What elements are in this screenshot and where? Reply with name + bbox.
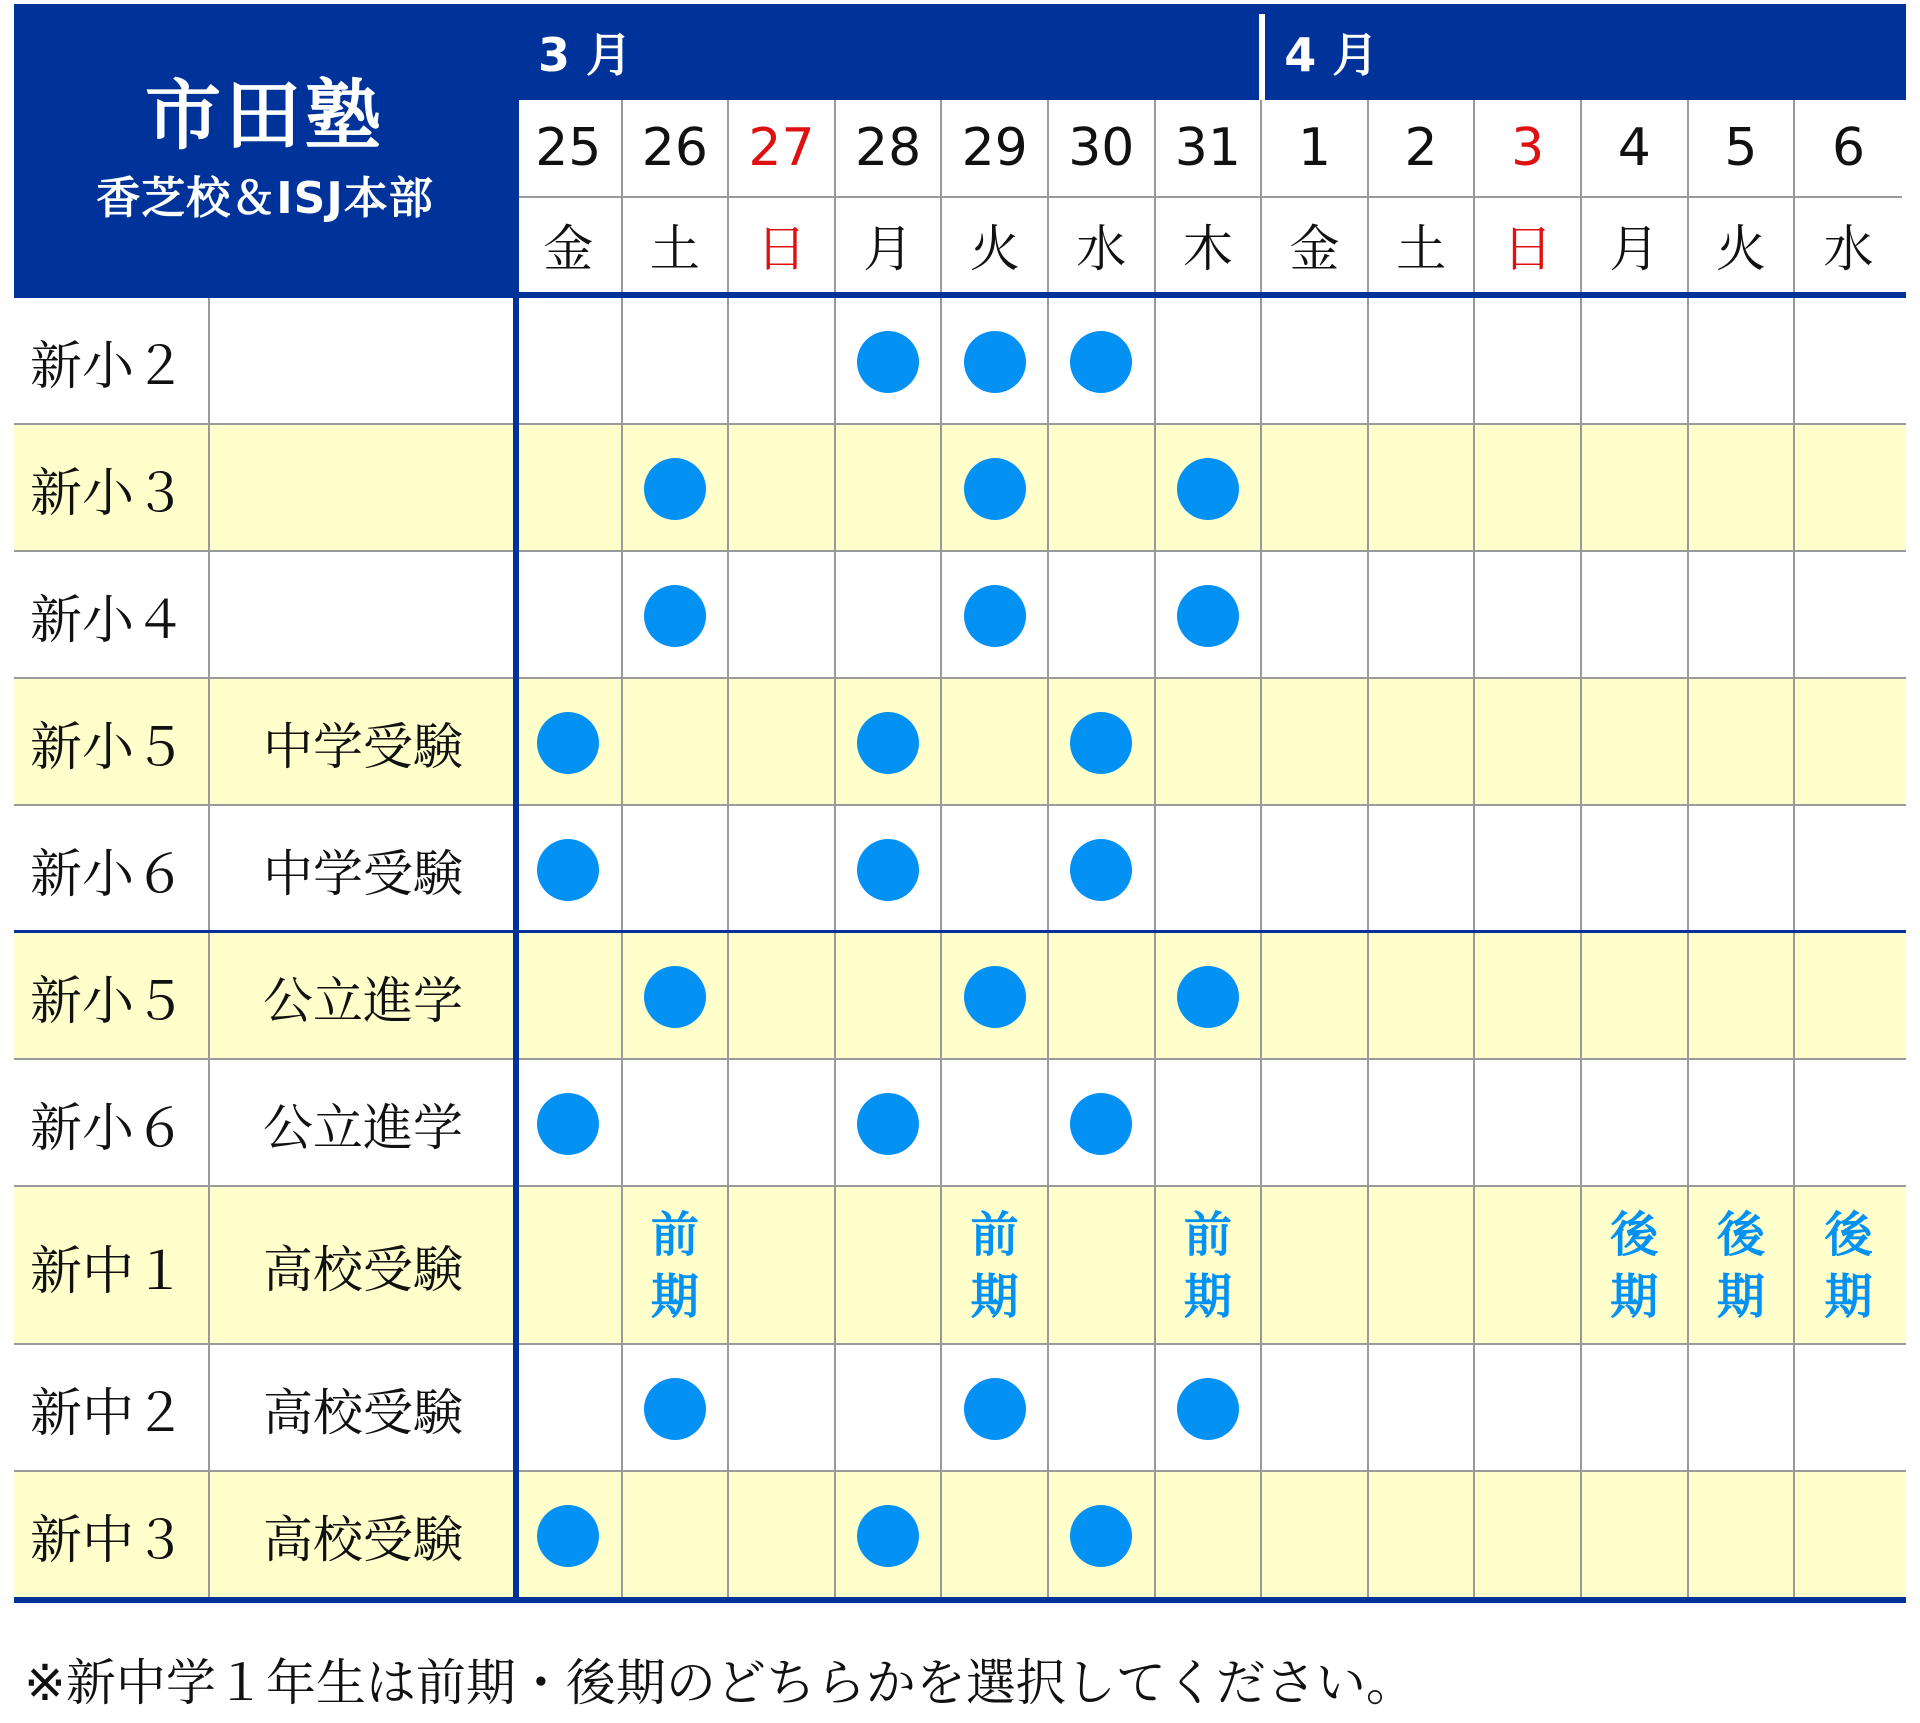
day-cell: [1795, 806, 1902, 933]
day-cell: [1689, 1472, 1796, 1599]
date-cell: 27: [729, 100, 836, 198]
day-cell: [1049, 552, 1156, 679]
class-day-dot: [1177, 585, 1239, 647]
day-cell: [623, 1060, 730, 1187]
class-day-dot: [1177, 966, 1239, 1028]
term-label: 後期: [1716, 1207, 1765, 1325]
day-cell: [942, 933, 1049, 1060]
day-cell: [1689, 298, 1796, 425]
course-label: 高校受験: [263, 1383, 463, 1442]
class-day-dot: [644, 458, 706, 520]
day-cell: [1582, 1187, 1689, 1345]
day-cell: [942, 679, 1049, 806]
day-cell: [729, 806, 836, 933]
class-day-dot: [964, 966, 1026, 1028]
day-cell: [623, 1472, 730, 1599]
weekday-cell: 月: [836, 198, 943, 292]
day-cell: [836, 933, 943, 1060]
day-cell: [1156, 425, 1263, 552]
day-cell: [516, 298, 623, 425]
grade-label: 新中２: [14, 1345, 210, 1472]
class-day-dot: [857, 1505, 919, 1567]
day-cell: [942, 1472, 1049, 1599]
day-cell: [516, 552, 623, 679]
day-cell: [1689, 552, 1796, 679]
class-day-dot: [1070, 712, 1132, 774]
day-cell: [729, 298, 836, 425]
day-cell: [1049, 1345, 1156, 1472]
day-cell: [1795, 1345, 1902, 1472]
day-cell: [1475, 933, 1582, 1060]
day-cell: [1689, 1060, 1796, 1187]
day-cell: [516, 679, 623, 806]
term-label: 前期: [650, 1207, 699, 1325]
course-label: 公立進学: [263, 971, 463, 1030]
date-cell: 6: [1795, 100, 1902, 198]
day-cell: [1582, 1472, 1689, 1599]
date-cell: 26: [623, 100, 730, 198]
weekday-cell: 土: [1369, 198, 1476, 292]
bottom-rule: [14, 1597, 1906, 1603]
day-cell: [836, 425, 943, 552]
day-cell: [516, 806, 623, 933]
school-name: 市田塾: [145, 70, 385, 160]
day-cell: [1582, 1060, 1689, 1187]
day-cell: [1795, 679, 1902, 806]
term-label: 後期: [1610, 1207, 1659, 1325]
day-cell: [1156, 933, 1263, 1060]
day-cell: [1689, 933, 1796, 1060]
day-cell: [1582, 679, 1689, 806]
month-label: 4 月: [1284, 28, 1379, 82]
day-cell: [1795, 1060, 1902, 1187]
day-cell: [1369, 679, 1476, 806]
day-cell: [1156, 1472, 1263, 1599]
weekday-cell: 金: [1262, 198, 1369, 292]
day-cell: [942, 552, 1049, 679]
grade-label: 新小５: [14, 679, 210, 806]
day-cell: [729, 425, 836, 552]
day-cell: [1049, 1472, 1156, 1599]
day-cell: [729, 679, 836, 806]
grade-label: 新小４: [14, 552, 210, 679]
day-cell: [836, 298, 943, 425]
day-cell: [1582, 425, 1689, 552]
day-cell: [623, 298, 730, 425]
day-cell: [1049, 298, 1156, 425]
day-cell: [1262, 933, 1369, 1060]
course-label: [210, 425, 516, 552]
course-label: 高校受験: [263, 1241, 463, 1299]
day-cell: [836, 1187, 943, 1345]
class-day-dot: [644, 1378, 706, 1440]
day-cell: [1795, 552, 1902, 679]
date-cell: 3: [1475, 100, 1582, 198]
day-cell: [1689, 679, 1796, 806]
class-day-dot: [857, 839, 919, 901]
day-cell: [1475, 552, 1582, 679]
course-label: [210, 298, 516, 425]
date-cell: 2: [1369, 100, 1476, 198]
weekday-cell: 水: [1049, 198, 1156, 292]
day-cell: [1262, 1187, 1369, 1345]
day-cell: [623, 806, 730, 933]
day-cell: [516, 1345, 623, 1472]
day-cell: [1262, 1060, 1369, 1187]
weekday-cell: 日: [729, 198, 836, 292]
date-cell: 1: [1262, 100, 1369, 198]
course-label: 高校受験: [263, 1510, 463, 1569]
date-cell: 5: [1689, 100, 1796, 198]
weekday-cell: 火: [942, 198, 1049, 292]
day-cell: [623, 933, 730, 1060]
day-cell: [516, 1060, 623, 1187]
weekday-cell: 土: [623, 198, 730, 292]
day-cell: [1689, 1345, 1796, 1472]
weekday-cell: 月: [1582, 198, 1689, 292]
day-cell: [1049, 425, 1156, 552]
course-label: 中学受験: [263, 844, 463, 903]
date-cell: 28: [836, 100, 943, 198]
weekday-cell: 日: [1475, 198, 1582, 292]
day-cell: [1369, 1345, 1476, 1472]
day-cell: [1156, 1060, 1263, 1187]
class-day-dot: [1177, 458, 1239, 520]
day-cell: [729, 1472, 836, 1599]
day-cell: [729, 1345, 836, 1472]
day-cell: [1475, 1060, 1582, 1187]
day-cell: [1475, 679, 1582, 806]
term-label: 前期: [970, 1207, 1019, 1325]
day-cell: [623, 679, 730, 806]
class-day-dot: [964, 585, 1026, 647]
class-day-dot: [537, 1093, 599, 1155]
day-cell: [1795, 1187, 1902, 1345]
day-cell: [1156, 1187, 1263, 1345]
day-cell: [623, 552, 730, 679]
day-cell: [1795, 298, 1902, 425]
weekday-cell: 水: [1823, 220, 1874, 278]
school-title-block: [14, 4, 516, 292]
class-day-dot: [857, 712, 919, 774]
day-cell: [1156, 679, 1263, 806]
date-cell: 31: [1156, 100, 1263, 198]
course-label: [210, 552, 516, 679]
day-cell: [516, 1187, 623, 1345]
day-cell: [1369, 1060, 1476, 1187]
day-cell: [1369, 552, 1476, 679]
day-cell: [1475, 425, 1582, 552]
day-cell: [1582, 1345, 1689, 1472]
class-day-dot: [1070, 1093, 1132, 1155]
course-label: 中学受験: [263, 717, 463, 776]
grade-label: 新小６: [14, 1060, 210, 1187]
day-cell: [1689, 425, 1796, 552]
day-cell: [516, 1472, 623, 1599]
day-cell: [836, 1472, 943, 1599]
day-cell: [1369, 933, 1476, 1060]
grade-label: 新中１: [14, 1187, 210, 1345]
class-day-dot: [644, 966, 706, 1028]
day-cell: [623, 1187, 730, 1345]
class-day-dot: [964, 331, 1026, 393]
grade-label: 新小２: [14, 298, 210, 425]
day-cell: [1369, 806, 1476, 933]
day-cell: [1475, 806, 1582, 933]
course-label: 公立進学: [263, 1098, 463, 1157]
day-cell: [942, 1060, 1049, 1187]
class-day-dot: [537, 839, 599, 901]
term-label: 後期: [1824, 1207, 1873, 1325]
day-cell: [729, 933, 836, 1060]
day-cell: [1582, 806, 1689, 933]
day-cell: [1369, 1187, 1476, 1345]
day-cell: [1156, 298, 1263, 425]
date-cell: 25: [516, 100, 623, 198]
day-cell: [1689, 806, 1796, 933]
day-cell: [1262, 1472, 1369, 1599]
class-day-dot: [1070, 839, 1132, 901]
day-cell: [623, 425, 730, 552]
class-day-dot: [964, 458, 1026, 520]
footnote: ※新中学１年生は前期・後期のどちらかを選択してください。: [24, 1654, 1416, 1712]
day-cell: [1262, 552, 1369, 679]
date-cell: 30: [1049, 100, 1156, 198]
day-cell: [1049, 1060, 1156, 1187]
day-cell: [1475, 298, 1582, 425]
class-day-dot: [1070, 331, 1132, 393]
term-label: 前期: [1183, 1207, 1232, 1325]
day-cell: [1475, 1472, 1582, 1599]
day-cell: [836, 1060, 943, 1187]
day-cell: [1262, 298, 1369, 425]
day-cell: [729, 1060, 836, 1187]
day-cell: [1262, 679, 1369, 806]
day-cell: [942, 298, 1049, 425]
school-branch: 香芝校＆ISJ本部: [96, 173, 434, 224]
class-day-dot: [964, 1378, 1026, 1440]
day-cell: [1049, 806, 1156, 933]
class-day-dot: [1070, 1505, 1132, 1567]
day-cell: [516, 933, 623, 1060]
day-cell: [1795, 1472, 1902, 1599]
month-separator: [1259, 14, 1265, 100]
class-day-dot: [857, 1093, 919, 1155]
day-cell: [1049, 933, 1156, 1060]
month-label: 3 月: [538, 28, 633, 82]
class-day-dot: [644, 585, 706, 647]
weekday-cell: 木: [1156, 198, 1263, 292]
day-cell: [1369, 1472, 1476, 1599]
day-cell: [1369, 298, 1476, 425]
weekday-cell: 火: [1689, 198, 1796, 292]
day-cell: [836, 552, 943, 679]
class-day-dot: [1177, 1378, 1239, 1440]
day-cell: [1262, 425, 1369, 552]
day-cell: [729, 1187, 836, 1345]
class-day-dot: [857, 331, 919, 393]
grade-label: 新小５: [14, 933, 210, 1060]
day-cell: [1475, 1187, 1582, 1345]
day-cell: [1156, 806, 1263, 933]
day-cell: [729, 552, 836, 679]
day-cell: [1795, 933, 1902, 1060]
day-cell: [942, 1345, 1049, 1472]
day-cell: [1156, 552, 1263, 679]
day-cell: [1582, 298, 1689, 425]
day-cell: [516, 425, 623, 552]
day-cell: [1049, 1187, 1156, 1345]
day-cell: [623, 1345, 730, 1472]
class-day-dot: [537, 712, 599, 774]
weekday-cell: 金: [516, 198, 623, 292]
day-cell: [1369, 425, 1476, 552]
column-divider: [513, 4, 519, 1599]
day-cell: [942, 1187, 1049, 1345]
day-cell: [1475, 1345, 1582, 1472]
day-cell: [836, 806, 943, 933]
grade-label: 新小３: [14, 425, 210, 552]
day-cell: [1262, 1345, 1369, 1472]
date-cell: 29: [942, 100, 1049, 198]
day-cell: [942, 806, 1049, 933]
day-cell: [942, 425, 1049, 552]
day-cell: [1262, 806, 1369, 933]
date-cell: 4: [1582, 100, 1689, 198]
day-cell: [836, 1345, 943, 1472]
grade-label: 新小６: [14, 806, 210, 933]
day-cell: [836, 679, 943, 806]
day-cell: [1582, 933, 1689, 1060]
day-cell: [1049, 679, 1156, 806]
grade-label: 新中３: [14, 1472, 210, 1599]
day-cell: [1689, 1187, 1796, 1345]
day-cell: [1582, 552, 1689, 679]
day-cell: [1156, 1345, 1263, 1472]
day-cell: [1795, 425, 1902, 552]
class-day-dot: [537, 1505, 599, 1567]
